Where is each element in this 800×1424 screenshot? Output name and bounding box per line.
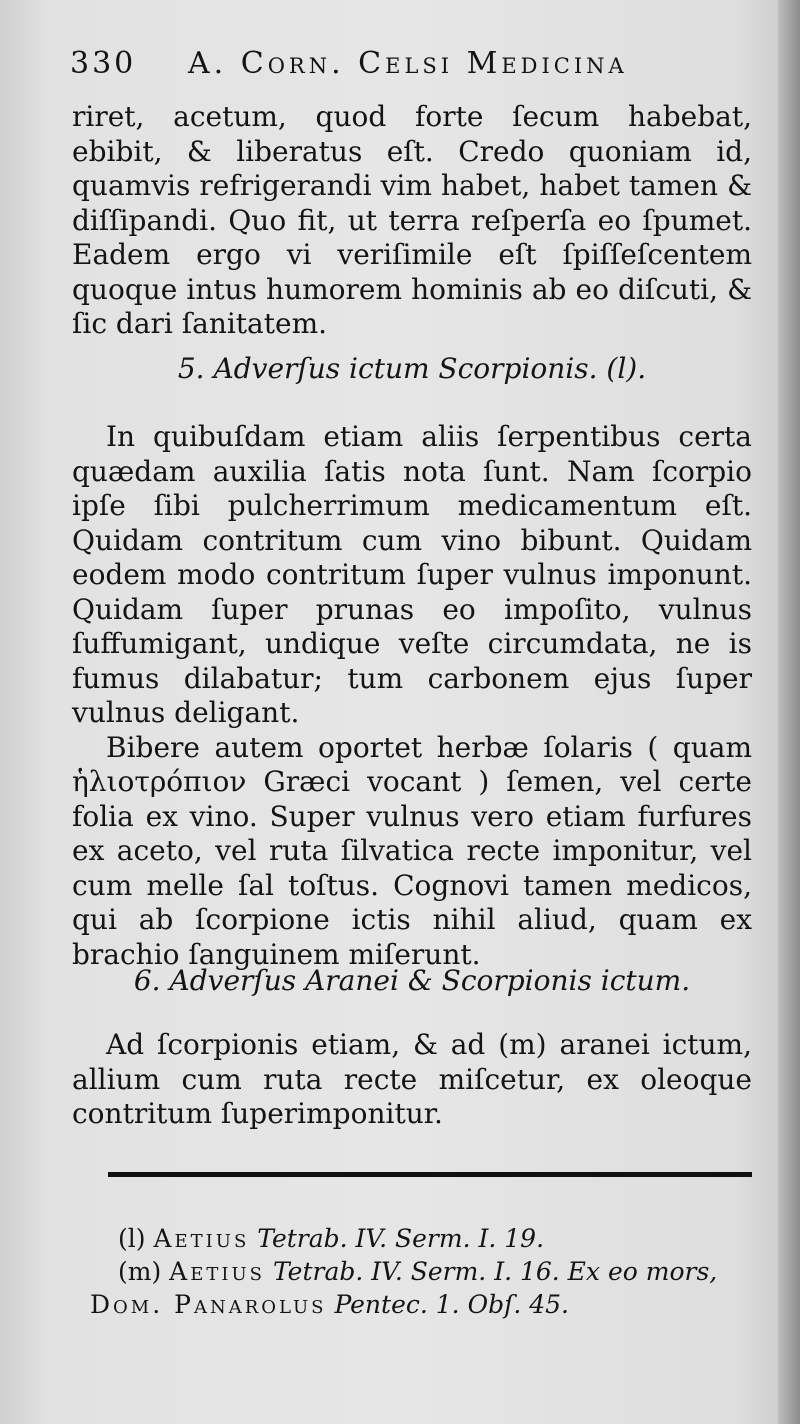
page-number: 330 [70, 46, 137, 81]
section-5-heading: 5. Adverſus ictum Scorpionis. (l). [177, 352, 647, 385]
footnotes [90, 1222, 770, 1321]
section-4-ending [72, 100, 752, 342]
footnote-author: Dom. Panarolus [90, 1290, 327, 1319]
paragraph: In quibuſdam etiam aliis ſerpentibus certa quædam auxilia ſatis nota ſunt. Nam ſcorpio ipſe ſibi pulcherrimum medicamentum eſt. Quidam contritum cum vino bibunt. Quidam eodem modo contritum ſuper vulnus imponunt. Quidam ſuper prunas eo impoſito, vulnus ſuffumigant, undique veſte circumdata, ne is fumus dilabatur; tum carbonem ejus ſuper vulnus deligant. [72, 420, 752, 729]
section-6-heading: 6. Adverſus Aranei & Scorpionis ictum. [133, 964, 691, 997]
section-5-body [72, 420, 752, 972]
paragraph: riret, acetum, quod forte ſecum habebat, ebibit, & liberatus eſt. Credo quoniam id, quamvis refrigerandi vim habet, habet tamen & diſſipandi. Quo fit, ut terra reſperſa eo ſpumet. Eadem ergo vi veriſimile eſt ſpiſſeſcentem quoque intus humorem hominis ab eo diſcuti, & ſic dari ſanitatem. [72, 100, 752, 340]
footnote-author: Aetius [169, 1257, 265, 1286]
page-header [70, 46, 750, 90]
footnote-m [90, 1255, 770, 1288]
paragraph: Ad ſcorpionis etiam, & ad (m) aranei ictum, allium cum ruta recte miſcetur, ex oleoque contritum ſuperimponitur. [72, 1028, 752, 1130]
footnote-l [90, 1222, 770, 1255]
paragraph: Bibere autem oportet herbæ ſolaris ( quam ἡλιοτρόπιον Græci vocant ) ſemen, vel certe folia ex vino. Super vulnus vero etiam furfures ex aceto, vel ruta ſilvatica recte imponitur, vel cum melle ſal toſtus. Cognovi tamen medicos, qui ab ſcorpione ictis nihil aliud, quam ex brachio ſanguinem miſerunt. [72, 730, 752, 971]
footnote-mark: (l) [118, 1224, 146, 1253]
running-title: A. Corn. Celsi Medicina [188, 46, 628, 81]
footnote-m-continued [90, 1288, 770, 1321]
footnote-work: Pentec. 1. Obſ. 45. [334, 1290, 569, 1319]
section-6-body [72, 1028, 752, 1132]
page-edge-shadow [778, 0, 800, 1424]
footnote-author: Aetius [153, 1224, 250, 1253]
footnote-work: Tetrab. IV. Serm. I. 19. [257, 1224, 545, 1253]
footnote-divider [108, 1172, 752, 1177]
footnote-work: Tetrab. IV. Serm. I. 16. Ex eo mors, [272, 1257, 718, 1286]
footnote-mark: (m) [118, 1257, 162, 1286]
